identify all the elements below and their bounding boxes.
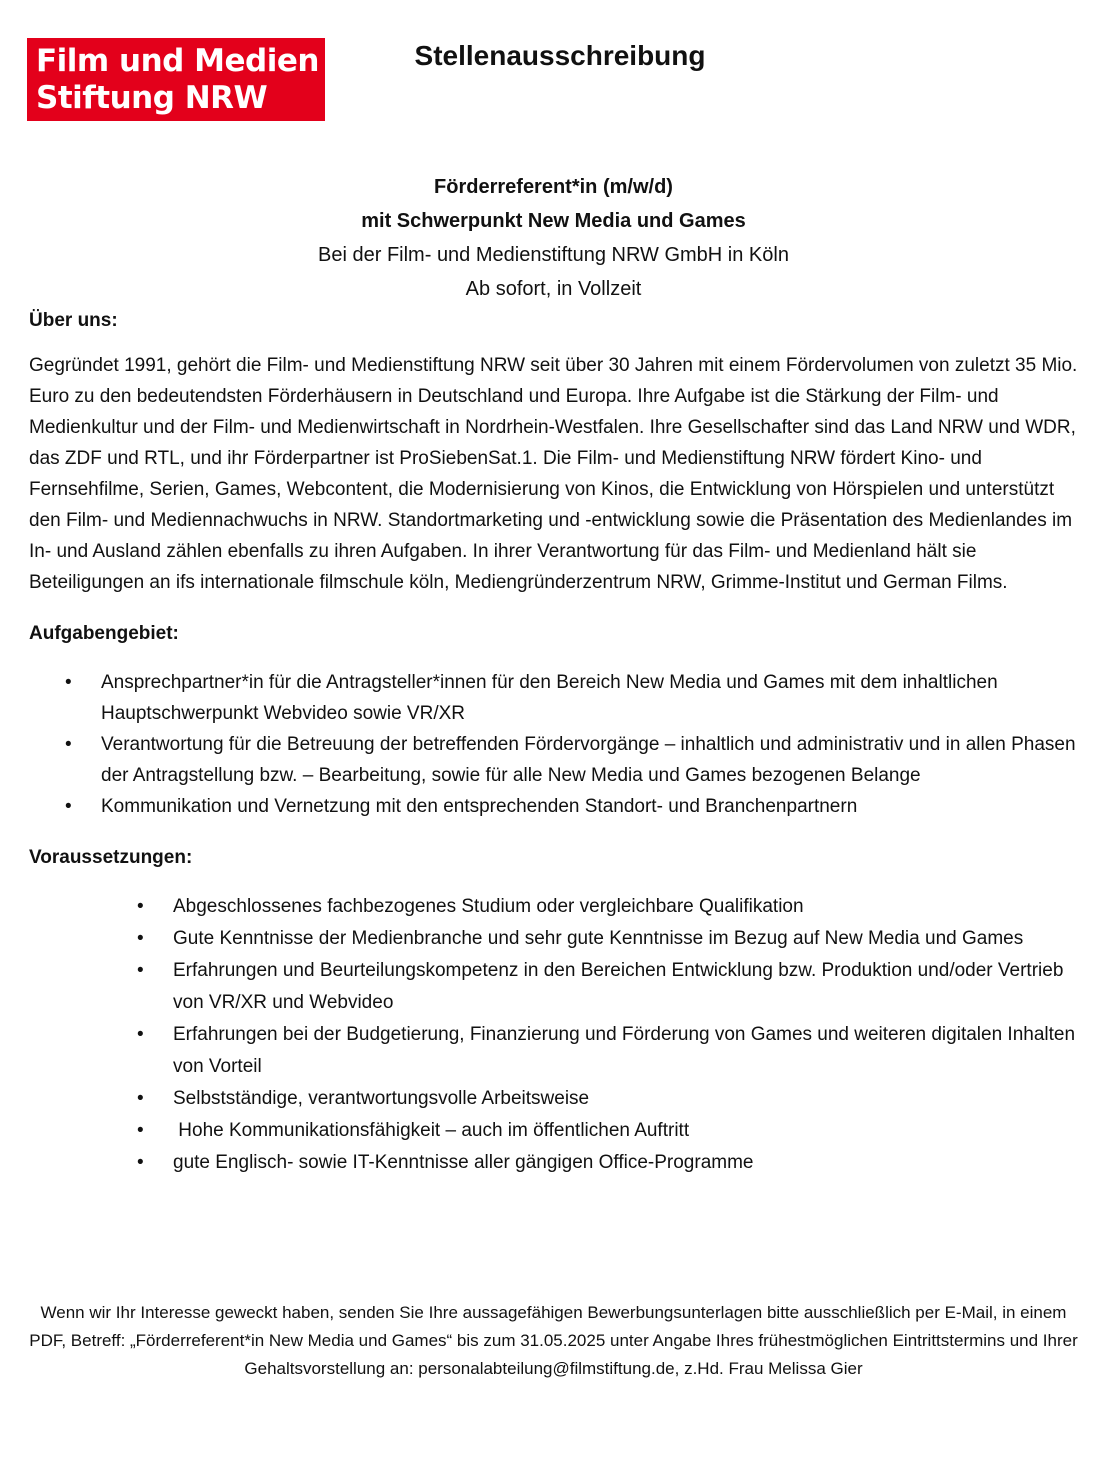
tasks-heading: Aufgabengebiet:	[29, 623, 179, 644]
bullet-icon: •	[137, 1024, 144, 1045]
list-item	[65, 791, 1084, 822]
requirements-list	[29, 891, 1084, 1179]
tasks-list	[29, 667, 1084, 822]
list-item	[65, 729, 1084, 791]
bullet-icon: •	[137, 896, 144, 917]
bullet-icon: •	[137, 1120, 144, 1141]
bullet-icon: •	[65, 796, 72, 817]
bullet-icon: •	[65, 734, 72, 755]
list-item-text: Erfahrungen bei der Budgetierung, Finanzierung und Förderung von Games und weiteren digitalen Inhalten von Vorteil	[173, 1024, 1076, 1077]
list-item	[137, 955, 1084, 1019]
list-item	[137, 891, 1084, 923]
bullet-icon: •	[65, 672, 72, 693]
document-title: Stellenausschreibung	[414, 40, 706, 71]
list-item	[137, 923, 1084, 955]
job-start: Ab sofort, in Vollzeit	[465, 278, 642, 300]
application-instructions: Wenn wir Ihr Interesse geweckt haben, senden Sie Ihre aussagefähigen Bewerbungsunterlagen bitte ausschließlich per E-Mail, in einem PDF, Betreff: „Förderreferent*in New Media und Games“ bis zum 31.05.2025 unter Angabe Ihres frühestmöglichen Eintrittstermins und Ihrer Gehaltsvorstellung an: personalabteilung@filmstiftung.de, z.Hd. Frau Melissa Gier	[29, 1303, 1078, 1378]
list-item-text: Erfahrungen und Beurteilungskompetenz in den Bereichen Entwicklung bzw. Produktion und/oder Vertrieb von VR/XR und Webvideo	[173, 960, 1064, 1013]
list-item-text: Kommunikation und Vernetzung mit den entsprechenden Standort- und Branchenpartnern	[101, 796, 858, 817]
list-item-text: Hohe Kommunikationsfähigkeit – auch im öffentlichen Auftritt	[173, 1120, 690, 1141]
job-header	[0, 170, 1107, 306]
job-title: Förderreferent*in (m/w/d)	[434, 176, 673, 198]
logo-line-1: Film und Medien	[36, 43, 319, 79]
about-heading: Über uns:	[29, 310, 118, 331]
main-content	[29, 305, 1084, 1179]
bullet-icon: •	[137, 960, 144, 981]
logo-line-2: Stiftung NRW	[36, 80, 268, 116]
bullet-icon: •	[137, 1152, 144, 1173]
list-item-text: gute Englisch- sowie IT-Kenntnisse aller gängigen Office-Programme	[173, 1152, 754, 1173]
list-item	[137, 1083, 1084, 1115]
list-item	[137, 1147, 1084, 1179]
about-text: Gegründet 1991, gehört die Film- und Medienstiftung NRW seit über 30 Jahren mit einem Fördervolumen von zuletzt 35 Mio. Euro zu den bedeutendsten Förderhäusern in Deutschland und Europa. Ihre Aufgabe ist die Stärkung der Film- und Medienkultur und der Film- und Medienwirtschaft in Nordrhein-Westfalen. Ihre Gesellschafter sind das Land NRW und WDR, das ZDF und RTL, und ihr Förderpartner ist ProSiebenSat.1. Die Film- und Medienstiftung NRW fördert Kino- und Fernsehfilme, Serien, Games, Webcontent, die Modernisierung von Kinos, die Entwicklung von Hörspielen und unterstützt den Film- und Mediennachwuchs in NRW. Standortmarketing und -entwicklung sowie die Präsentation des Medienlandes im In- und Ausland zählen ebenfalls zu ihren Aufgaben. In ihrer Verantwortung für das Film- und Medienland hält sie Beteiligungen an ifs internationale filmschule köln, Mediengründerzentrum NRW, Grimme-Institut und German Films.	[29, 355, 1078, 593]
list-item-text: Abgeschlossenes fachbezogenes Studium oder vergleichbare Qualifikation	[173, 896, 804, 917]
bullet-icon: •	[137, 1088, 144, 1109]
list-item-text: Ansprechpartner*in für die Antragsteller*innen für den Bereich New Media und Games mit dem inhaltlichen Hauptschwerpunkt Webvideo sowie VR/XR	[101, 672, 998, 724]
list-item	[137, 1019, 1084, 1083]
bullet-icon: •	[137, 928, 144, 949]
job-employer: Bei der Film- und Medienstiftung NRW GmbH in Köln	[318, 244, 789, 266]
list-item	[65, 667, 1084, 729]
logo	[27, 38, 325, 121]
list-item-text: Verantwortung für die Betreuung der betreffenden Fördervorgänge – inhaltlich und administrativ und in allen Phasen der Antragstellung bzw. – Bearbeitung, sowie für alle New Media und Games bezogenen Belange	[101, 734, 1076, 786]
job-focus: mit Schwerpunkt New Media und Games	[361, 210, 746, 232]
list-item-text: Gute Kenntnisse der Medienbranche und sehr gute Kenntnisse im Bezug auf New Media und Games	[173, 928, 1024, 949]
requirements-heading: Voraussetzungen:	[29, 847, 193, 868]
list-item-text: Selbstständige, verantwortungsvolle Arbeitsweise	[173, 1088, 590, 1109]
list-item	[137, 1115, 1084, 1147]
